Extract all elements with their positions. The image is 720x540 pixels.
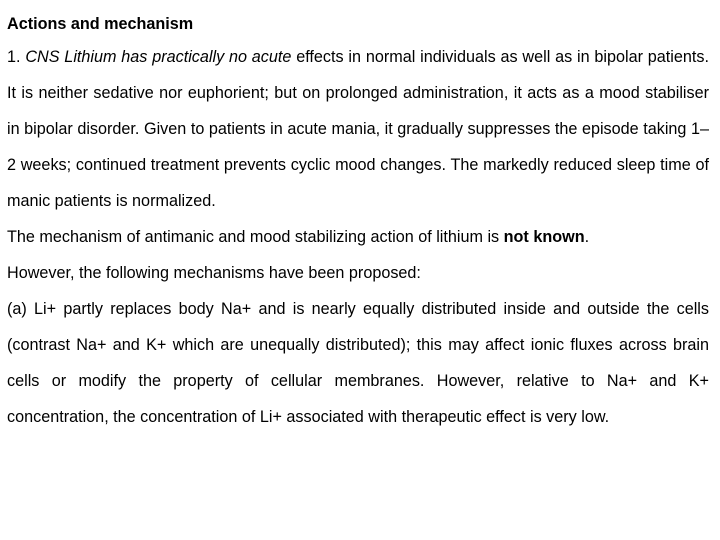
- document-page: [7, 9, 709, 435]
- paragraph-mechanism-a: (a) Li+ partly replaces body Na+ and is nearly equally distributed inside and outside the cells (contrast Na+ and K+ which are unequally distributed); this may affect ionic fluxes across brain cells or modify the property of cellular membranes. However, relative to Na+ and K+ concentration, the concentration of Li+ associated with therapeutic effect is very low.: [7, 300, 709, 426]
- paragraph-body-text: effects in normal individuals as well as in bipolar patients. It is neither sedative nor euphorient; but on prolonged administration, it acts as a mood stabiliser in bipolar disorder. Given to patients in acute mania, it gradually suppresses the episode taking 1–2 weeks; continued treatment prevents cyclic mood changes. The markedly reduced sleep time of manic patients is normalized.: [7, 48, 709, 210]
- paragraph-number: 1.: [7, 48, 21, 66]
- paragraph-proposed-mechanisms: However, the following mechanisms have been proposed:: [7, 264, 421, 282]
- paragraph-mechanism-unknown: [7, 219, 709, 255]
- italic-lead-text: CNS Lithium has practically no acute: [25, 48, 292, 66]
- section-heading: Actions and mechanism: [7, 15, 194, 33]
- bold-not-known: not known: [503, 228, 585, 246]
- mechanism-text: The mechanism of antimanic and mood stabilizing action of lithium is: [7, 228, 504, 246]
- mechanism-period: .: [584, 228, 590, 246]
- paragraph-cns-effects: [7, 39, 709, 219]
